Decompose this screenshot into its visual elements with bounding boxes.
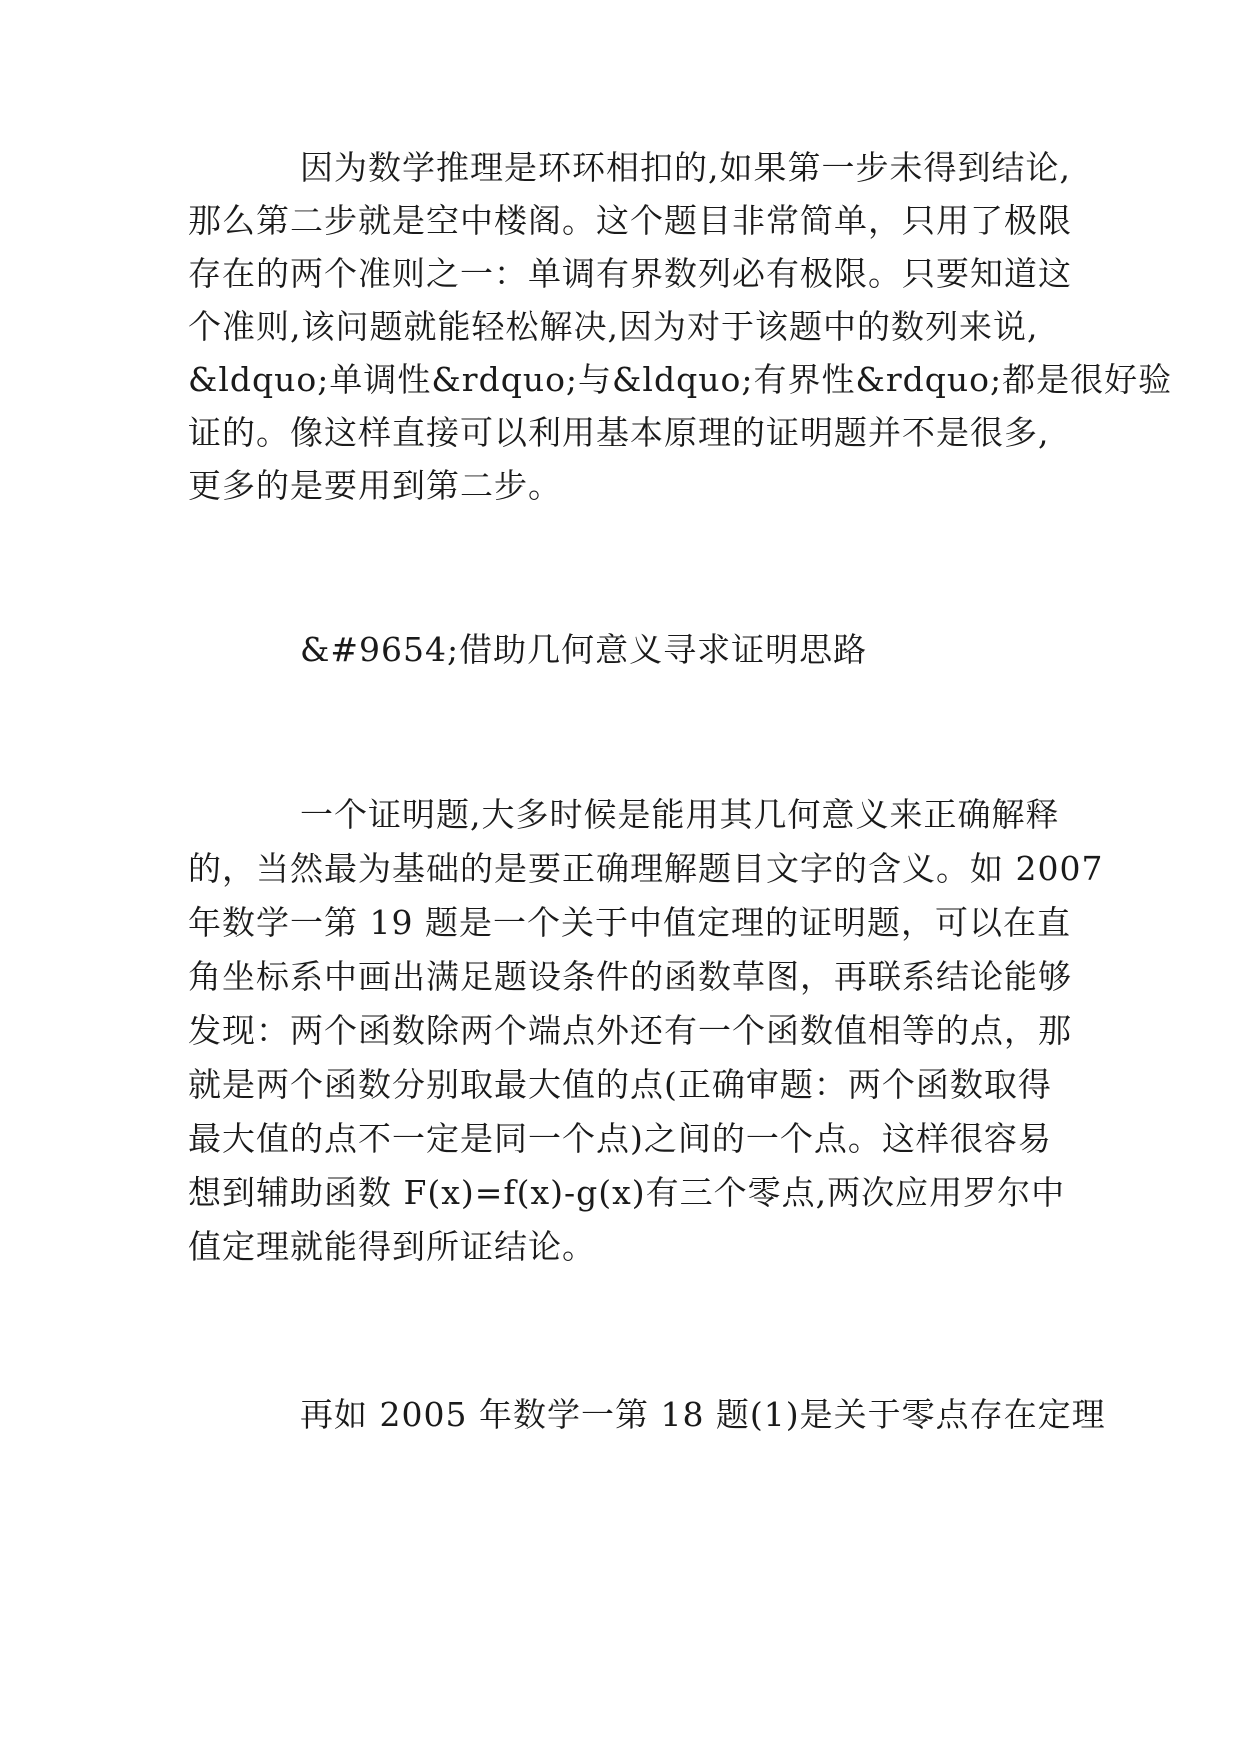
paragraph-1-line-5: &ldquo;单调性&rdquo;与&ldquo;有界性&rdquo;都是很好验 <box>188 360 1173 399</box>
paragraph-1-line-1: 因为数学推理是环环相扣的,如果第一步未得到结论, <box>300 148 1071 187</box>
paragraph-2-line-9: 值定理就能得到所证结论。 <box>188 1227 596 1266</box>
paragraph-1-line-6: 证的。像这样直接可以利用基本原理的证明题并不是很多, <box>188 413 1050 452</box>
paragraph-2-line-2: 的，当然最为基础的是要正确理解题目文字的含义。如 2007 <box>188 849 1104 888</box>
section-heading: &#9654;借助几何意义寻求证明思路 <box>300 630 868 669</box>
paragraph-1-line-4: 个准则,该问题就能轻松解决,因为对于该题中的数列来说, <box>188 307 1039 346</box>
paragraph-3-line-1: 再如 2005 年数学一第 18 题(1)是关于零点存在定理 <box>300 1395 1106 1434</box>
paragraph-2-line-4: 角坐标系中画出满足题设条件的函数草图，再联系结论能够 <box>188 957 1072 996</box>
paragraph-2-line-8: 想到辅助函数 F(x)=f(x)-g(x)有三个零点,两次应用罗尔中 <box>188 1173 1066 1212</box>
paragraph-2-line-5: 发现：两个函数除两个端点外还有一个函数值相等的点，那 <box>188 1011 1072 1050</box>
paragraph-2-line-3: 年数学一第 19 题是一个关于中值定理的证明题，可以在直 <box>188 903 1071 942</box>
paragraph-2-line-6: 就是两个函数分别取最大值的点(正确审题：两个函数取得 <box>188 1065 1052 1104</box>
paragraph-1-line-2: 那么第二步就是空中楼阁。这个题目非常简单，只用了极限 <box>188 201 1072 240</box>
paragraph-1-line-7: 更多的是要用到第二步。 <box>188 466 562 505</box>
paragraph-2-line-7: 最大值的点不一定是同一个点)之间的一个点。这样很容易 <box>188 1119 1052 1158</box>
paragraph-1-line-3: 存在的两个准则之一：单调有界数列必有极限。只要知道这 <box>188 254 1072 293</box>
paragraph-2-line-1: 一个证明题,大多时候是能用其几何意义来正确解释 <box>300 795 1060 834</box>
